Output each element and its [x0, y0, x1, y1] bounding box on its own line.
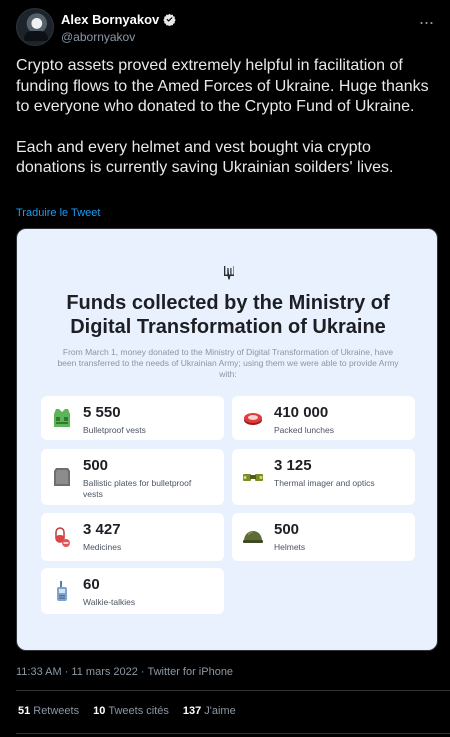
stat-label: Walkie-talkies	[83, 597, 136, 607]
stat-card	[232, 396, 415, 440]
vest-icon	[51, 407, 73, 429]
stat-card	[232, 449, 415, 505]
card-description: From March 1, money donated to the Ministry of Digital Transformation of Ukraine, have been transferred to the needs of Ukrainian Army; using them we were able to provide Army with:	[57, 347, 399, 379]
translate-tweet-link[interactable]: Traduire le Tweet	[16, 207, 101, 219]
stat-card	[232, 513, 415, 561]
tweet-timestamp[interactable]: 11:33 AM · 11 mars 2022 · Twitter for iPhone	[16, 666, 234, 678]
verified-badge-icon	[163, 13, 176, 26]
attached-image[interactable]	[16, 228, 438, 651]
stat-value: 500	[83, 457, 109, 474]
name-row	[61, 12, 176, 27]
stat-card	[41, 449, 224, 505]
stat-label: Thermal imager and optics	[274, 478, 375, 488]
quotes-label: Tweets cités	[108, 705, 169, 717]
stat-label: Bulletproof vests	[83, 425, 146, 435]
likes-stat[interactable]	[183, 705, 236, 717]
stat-label: Ballistic plates for bulletproof vests	[83, 478, 192, 499]
stat-value: 60	[83, 576, 100, 593]
medicine-icon	[51, 526, 73, 548]
tweet-paragraph: Crypto assets proved extremely helpful in facilitation of funding flows to the Amed Forces of Ukraine. Huge thanks to everyone who donated to the Crypto Fund of Ukraine.	[16, 57, 429, 115]
more-options-icon[interactable]: ···	[418, 11, 434, 32]
likes-count: 137	[182, 705, 202, 717]
stat-label: Medicines	[83, 542, 122, 552]
card-title: Funds collected by the Ministry of Digital Transformation of Ukraine	[66, 292, 390, 338]
stat-label: Helmets	[274, 542, 306, 552]
stat-value: 410 000	[274, 404, 329, 421]
quotes-stat[interactable]	[93, 705, 169, 717]
walkie-talkie-icon	[51, 580, 73, 602]
tweet-paragraph: Each and every helmet and vest bought via crypto donations is currently saving Ukrainian soilders' lives.	[16, 138, 394, 176]
divider	[16, 690, 450, 691]
stat-label: Packed lunches	[274, 425, 335, 435]
stat-card	[41, 396, 224, 440]
binoculars-icon	[242, 466, 264, 488]
likes-label: J'aime	[204, 705, 236, 717]
retweets-label: Retweets	[33, 705, 80, 717]
lunch-icon	[242, 407, 264, 429]
avatar[interactable]	[16, 8, 54, 46]
stat-value: 3 125	[274, 457, 312, 474]
plate-icon	[51, 466, 73, 488]
tweet-header	[16, 8, 438, 48]
tweet-text	[16, 56, 440, 199]
stat-value: 500	[274, 521, 300, 538]
stat-card	[41, 513, 224, 561]
stat-value: 5 550	[83, 404, 121, 421]
helmet-icon	[242, 526, 264, 548]
stat-value: 3 427	[83, 521, 121, 538]
author-name[interactable]: Alex Bornyakov	[61, 12, 160, 27]
retweets-count: 51	[18, 705, 31, 717]
retweets-stat[interactable]	[18, 705, 79, 717]
trident-icon	[223, 265, 235, 281]
stat-card	[41, 568, 224, 614]
quotes-count: 10	[93, 705, 106, 717]
engagement-stats	[18, 705, 236, 717]
divider	[16, 733, 450, 734]
author-handle[interactable]: @abornyakov	[61, 30, 136, 44]
